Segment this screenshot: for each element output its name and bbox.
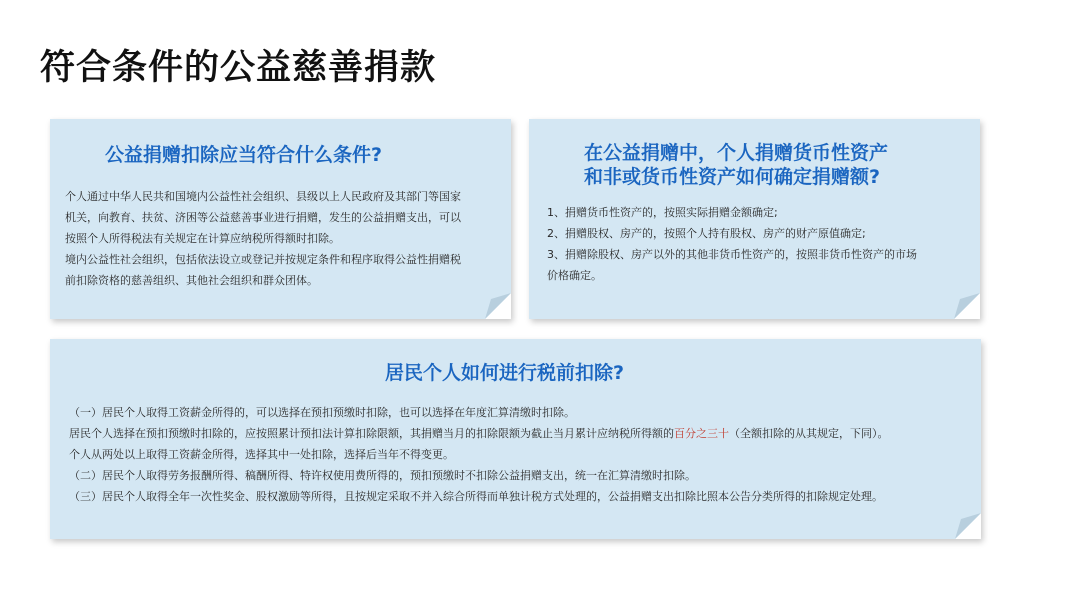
page-title: 符合条件的公益慈善捐款 bbox=[40, 48, 437, 88]
donation-amount-line: 价格确定。 bbox=[547, 269, 602, 282]
pretax-deduction-card-body bbox=[69, 402, 889, 507]
pretax-line: （三）居民个人取得全年一次性奖金、股权激励等所得，且按规定采取不并入综合所得而单独计税方式处理的，公益捐赠支出扣除比照本公告分类所得的扣除规定处理。 bbox=[69, 490, 883, 503]
conditions-card bbox=[50, 119, 511, 319]
donation-amount-line: 1、捐赠货币性资产的，按照实际捐赠金额确定; bbox=[547, 206, 778, 219]
conditions-line: 个人通过中华人民共和国境内公益性社会组织、县级以上人民政府及其部门等国家 bbox=[65, 190, 461, 203]
page-curl-icon bbox=[954, 293, 980, 319]
pretax-line: 个人从两处以上取得工资薪金所得，选择其中一处扣除，选择后当年不得变更。 bbox=[69, 448, 454, 461]
conditions-line: 前扣除资格的慈善组织、其他社会组织和群众团体。 bbox=[65, 274, 318, 287]
pretax-line-text: （全额扣除的从其规定，下同）。 bbox=[729, 427, 889, 440]
pretax-line bbox=[69, 423, 889, 444]
pretax-deduction-card bbox=[50, 339, 981, 539]
thirty-percent-highlight: 百分之三十 bbox=[674, 427, 729, 440]
pretax-line: （二）居民个人取得劳务报酬所得、稿酬所得、特许权使用费所得的，预扣预缴时不扣除公益捐赠支出，统一在汇算清缴时扣除。 bbox=[69, 469, 696, 482]
donation-amount-line: 3、捐赠除股权、房产以外的其他非货币性资产的，按照非货币性资产的市场 bbox=[547, 248, 917, 261]
donation-amount-card bbox=[529, 119, 980, 319]
conditions-card-title: 公益捐赠扣除应当符合什么条件? bbox=[105, 144, 383, 166]
donation-amount-card-title-1: 在公益捐赠中，个人捐赠货币性资产 bbox=[584, 142, 889, 164]
pretax-deduction-card-title: 居民个人如何进行税前扣除? bbox=[385, 362, 625, 384]
conditions-line: 境内公益性社会组织，包括依法设立或登记并按规定条件和程序取得公益性捐赠税 bbox=[65, 253, 461, 266]
donation-amount-line: 2、捐赠股权、房产的，按照个人持有股权、房产的财产原值确定; bbox=[547, 227, 866, 240]
conditions-card-body bbox=[65, 186, 461, 291]
conditions-line: 按照个人所得税法有关规定在计算应纳税所得额时扣除。 bbox=[65, 232, 340, 245]
conditions-line: 机关，向教育、扶贫、济困等公益慈善事业进行捐赠，发生的公益捐赠支出，可以 bbox=[65, 211, 461, 224]
pretax-line-text: 居民个人选择在预扣预缴时扣除的，应按照累计预扣法计算扣除限额，其捐赠当月的扣除限额为截止当月累计应纳税所得额的 bbox=[69, 427, 674, 440]
donation-amount-card-title-2: 和非或货币性资产如何确定捐赠额? bbox=[584, 166, 881, 188]
pretax-line: （一）居民个人取得工资薪金所得的，可以选择在预扣预缴时扣除，也可以选择在年度汇算清缴时扣除。 bbox=[69, 406, 575, 419]
page-curl-icon bbox=[485, 293, 511, 319]
donation-amount-card-body bbox=[547, 202, 917, 286]
page-curl-icon bbox=[955, 513, 981, 539]
